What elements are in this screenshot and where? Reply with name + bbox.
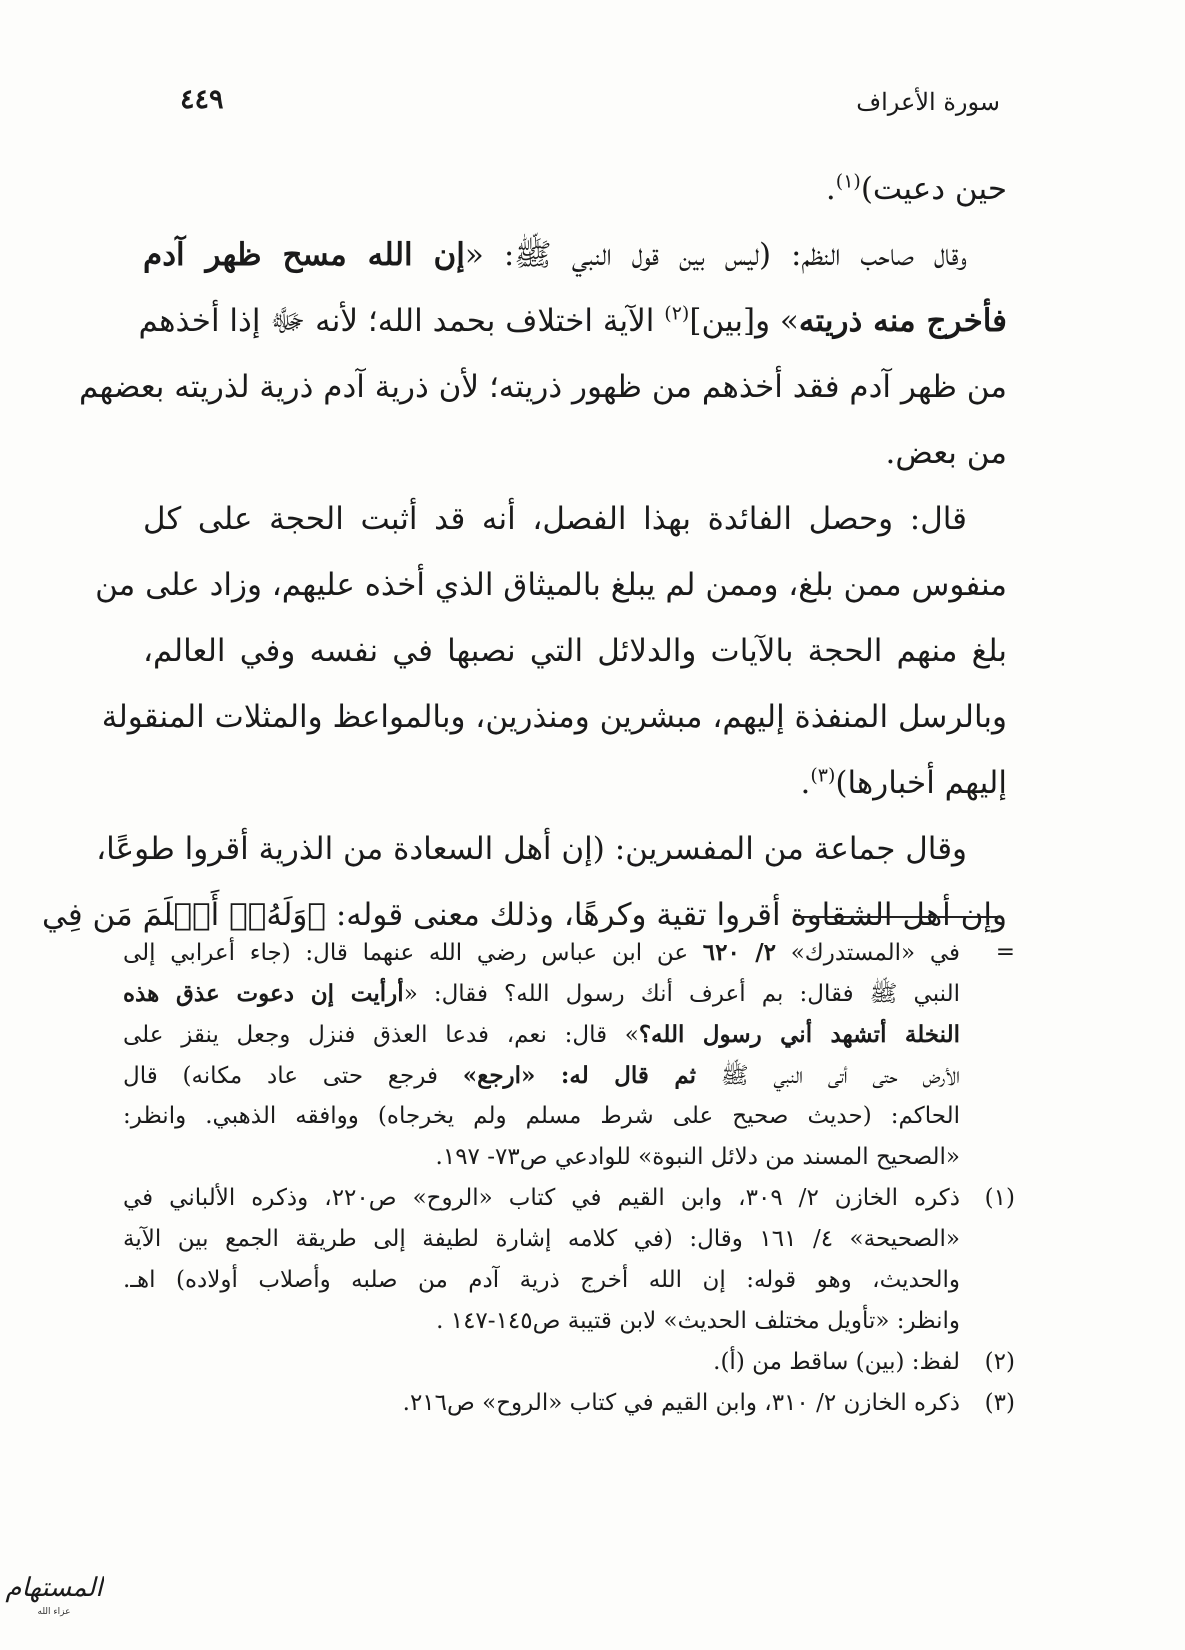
footnote-separator bbox=[795, 916, 1002, 918]
footnote-line: والحديث، وهو قوله: إن الله أخرج ذرية آدم من صلبه وأصلاب أولاده) اهـ. bbox=[123, 1267, 960, 1293]
text-line-1 bbox=[143, 156, 1007, 222]
text-segment: . bbox=[800, 765, 811, 801]
text-line-4: من ظهر آدم فقد أخذهم من ظهور ذريته؛ لأن ذرية آدم ذرية لذريته بعضهم bbox=[79, 369, 1007, 405]
footnotes bbox=[123, 932, 1015, 1424]
text-line-7: منفوس ممن بلغ، وممن لم يبلغ بالميثاق الذي أخذه عليهم، وزاد على من bbox=[95, 567, 1007, 603]
footnote-line bbox=[123, 1055, 960, 1096]
page-number: ٤٤٩ bbox=[180, 84, 224, 115]
hadith-quote: ثم قال له: «ارجع» bbox=[462, 1062, 697, 1089]
text-segment: » قال: نعم، فدعا العذق فنزل وجعل ينقز على bbox=[123, 1022, 639, 1048]
text-segment: فرجع حتى عاد مكانه) قال bbox=[123, 1063, 463, 1089]
footnote-ref-2: (٢) bbox=[664, 302, 690, 325]
text-line-11: وقال جماعة من المفسرين: (إن أهل السعادة من الذرية أقروا طوعًا، bbox=[96, 831, 967, 867]
hadith-quote: فأخرج منه ذريته bbox=[798, 303, 1007, 339]
footnote-line bbox=[123, 1014, 960, 1055]
footnote-line: «الصحيح المسند من دلائل النبوة» للوادعي ص٧٣- ١٩٧. bbox=[435, 1144, 960, 1170]
footnote-continuation bbox=[123, 932, 1015, 1178]
hadith-quote: النخلة أتشهد أني رسول الله؟ bbox=[638, 1021, 960, 1048]
text-segment: في «المستدرك» bbox=[776, 940, 960, 966]
footnote-2 bbox=[123, 1342, 1015, 1383]
text-line-8: بلغ منهم الحجة بالآيات والدلائل التي نصبها في نفسه وفي العالم، bbox=[143, 633, 1007, 669]
text-line-10 bbox=[143, 750, 1007, 816]
footnote-3 bbox=[123, 1383, 1015, 1424]
text-line-9: وبالرسل المنفذة إليهم، مبشرين ومنذرين، وبالمواعظ والمثلات المنقولة bbox=[101, 699, 1007, 735]
footnote-marker: (٣) bbox=[984, 1390, 1015, 1416]
text-line-5: من بعض. bbox=[885, 435, 1007, 471]
text-line-3 bbox=[138, 288, 1007, 354]
footnote-line: ذكره الخازن ٢/ ٣٠٩، وابن القيم في كتاب «الروح» ص٢٢٠، وذكره الألباني في bbox=[123, 1185, 960, 1211]
footnote-line: الحاكم: (حديث صحيح على شرط مسلم ولم يخرجاه) ووافقه الذهبي. وانظر: bbox=[123, 1103, 960, 1129]
surah-title: سورة الأعراف bbox=[856, 88, 1000, 116]
footnote-marker: = bbox=[995, 939, 1015, 965]
footnote-line bbox=[123, 973, 960, 1014]
publisher-logo bbox=[4, 1562, 104, 1622]
footnote-line bbox=[123, 932, 960, 973]
logo-subtext: عزاء الله bbox=[37, 1607, 71, 1617]
text-segment: » و[بين] bbox=[689, 303, 799, 339]
text-segment: إليهم أخبارها) bbox=[835, 765, 1007, 801]
text-segment: النبي ﷺ فقال: بم أعرف أنك رسول الله؟ فقال: « bbox=[403, 981, 961, 1007]
text-line-12: وإن أهل الشقاوة أقروا تقية وكرهًا، وذلك معنى قوله: ﴿وَلَهُۥٓ أَسۡلَمَ مَن فِي bbox=[42, 897, 1007, 933]
hadith-quote: أرأيت إن دعوت عذق هذه bbox=[123, 980, 404, 1007]
footnote-marker: (٢) bbox=[984, 1349, 1015, 1375]
footnote-ref-3: (٣) bbox=[810, 764, 836, 787]
footnote-marker: (١) bbox=[984, 1185, 1015, 1211]
text-line-2 bbox=[143, 222, 1007, 288]
text-segment: حين دعيت) bbox=[860, 171, 1007, 207]
text-segment: وقال صاحب النظم: (ليس بين قول النبي ﷺ: « bbox=[464, 237, 968, 273]
main-text bbox=[42, 156, 1007, 948]
page-header bbox=[180, 84, 1000, 128]
text-line-6: قال: وحصل الفائدة بهذا الفصل، أنه قد أثبت الحجة على كل bbox=[143, 501, 967, 537]
footnote-1 bbox=[123, 1178, 1015, 1342]
footnote-line: وانظر: «تأويل مختلف الحديث» لابن قتيبة ص١٤٥-١٤٧ . bbox=[436, 1308, 960, 1334]
text-segment: الآية اختلاف بحمد الله؛ لأنه ﷻ إذا أخذهم bbox=[138, 303, 665, 339]
text-segment: . bbox=[825, 171, 836, 207]
footnote-line: ذكره الخازن ٢/ ٣١٠، وابن القيم في كتاب «الروح» ص٢١٦. bbox=[402, 1390, 960, 1416]
text-segment: الأرض حتى أتى النبي ﷺ bbox=[696, 1063, 961, 1089]
citation-volume: ٢/ ٦٢٠ bbox=[702, 939, 776, 966]
hadith-quote: إن الله مسح ظهر آدم bbox=[143, 237, 465, 273]
footnote-line: «الصحيحة» ٤/ ١٦١ وقال: (في كلامه إشارة لطيفة إلى طريقة الجمع بين الآية bbox=[123, 1226, 961, 1252]
footnote-line: لفظ: (بين) ساقط من (أ). bbox=[713, 1349, 960, 1375]
text-segment: عن ابن عباس رضي الله عنهما قال: (جاء أعرابي إلى bbox=[123, 940, 703, 966]
logo-text: المستهام bbox=[5, 1573, 103, 1603]
footnote-ref-1: (١) bbox=[835, 170, 861, 193]
